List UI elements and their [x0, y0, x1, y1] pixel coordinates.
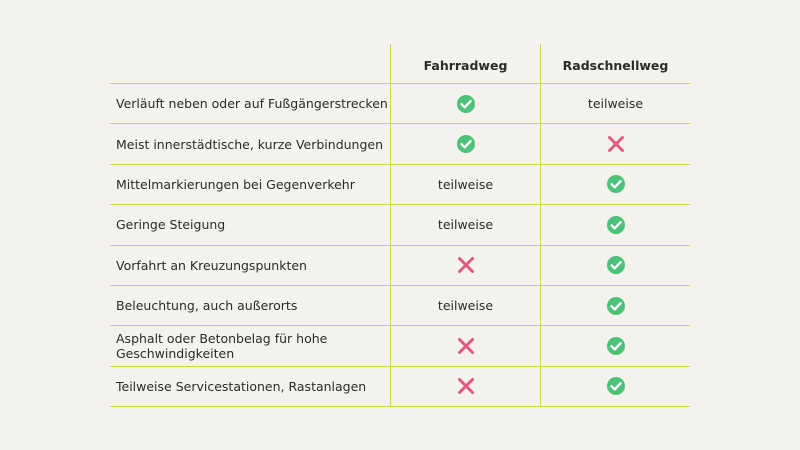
cell-text: teilweise [587, 96, 644, 112]
header-empty-cell [110, 44, 390, 83]
cell-fahrradweg [390, 286, 540, 325]
row-label: Geringe Steigung [116, 217, 226, 233]
comparison-table [110, 44, 690, 407]
row-label: Vorfahrt an Kreuzungspunkten [116, 257, 307, 273]
cell-fahrradweg [390, 84, 540, 123]
cell-fahrradweg [390, 124, 540, 163]
cell-fahrradweg [390, 326, 540, 365]
cell-radschnellweg [540, 286, 690, 325]
check-circle-icon [606, 215, 626, 235]
table-row [110, 84, 690, 124]
table-row [110, 367, 690, 407]
cell-text: teilweise [437, 176, 494, 192]
check-circle-icon [606, 376, 626, 396]
cell-radschnellweg [540, 84, 690, 123]
table-row [110, 246, 690, 286]
table-row [110, 165, 690, 205]
check-circle-icon [606, 255, 626, 275]
row-label: Beleuchtung, auch außerorts [116, 298, 298, 314]
column-header-radschnellweg: Radschnellweg [540, 44, 690, 83]
row-label: Teilweise Servicestationen, Rastanlagen [116, 378, 367, 394]
check-circle-icon [456, 94, 476, 114]
cell-fahrradweg [390, 246, 540, 285]
check-circle-icon [606, 296, 626, 316]
cell-radschnellweg [540, 246, 690, 285]
cell-radschnellweg [540, 326, 690, 365]
cell-radschnellweg [540, 165, 690, 204]
cell-fahrradweg [390, 367, 540, 406]
row-label: Verläuft neben oder auf Fußgängerstrecken [116, 96, 388, 112]
column-header-fahrradweg: Fahrradweg [390, 44, 540, 83]
check-circle-icon [606, 174, 626, 194]
cell-radschnellweg [540, 124, 690, 163]
cross-icon [456, 376, 476, 396]
table-row [110, 124, 690, 164]
cell-fahrradweg [390, 205, 540, 244]
row-label: Meist innerstädtische, kurze Verbindungen [116, 136, 384, 152]
cell-text: teilweise [437, 298, 494, 314]
table-row [110, 205, 690, 245]
cross-icon [456, 255, 476, 275]
row-label: Mittelmarkierungen bei Gegenverkehr [116, 176, 355, 192]
cell-fahrradweg [390, 165, 540, 204]
cell-text: teilweise [437, 217, 494, 233]
table-row [110, 286, 690, 326]
table-header-row [110, 44, 690, 84]
check-circle-icon [456, 134, 476, 154]
check-circle-icon [606, 336, 626, 356]
cell-radschnellweg [540, 367, 690, 406]
table-row [110, 326, 690, 366]
cross-icon [456, 336, 476, 356]
row-label: Asphalt oder Betonbelag für hohe Geschwindigkeiten [116, 331, 328, 362]
cross-icon [606, 134, 626, 154]
cell-radschnellweg [540, 205, 690, 244]
